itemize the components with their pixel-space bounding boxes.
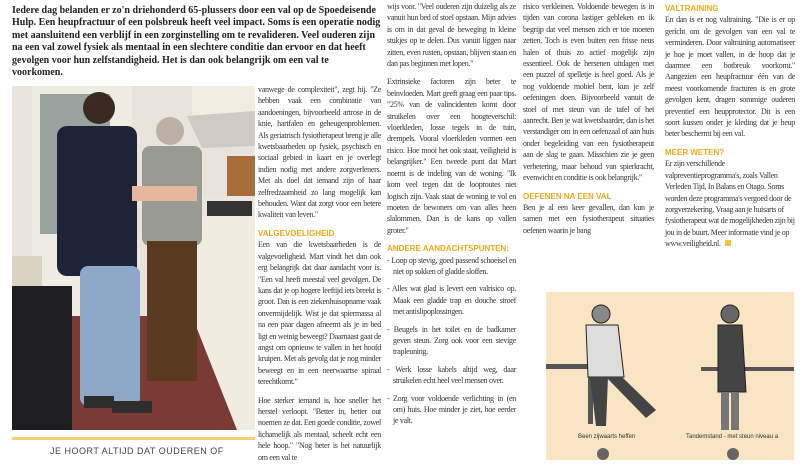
section-heading: OEFENEN NA EEN VAL [523, 191, 612, 201]
paragraph: vanwege de complexiteit", zegt hij. "Ze hebben vaak een combinatie van aandoeningen, bijvoorbeeld artrose in de knie, hartfalen en geheugenproblemen. Als geriatrisch fysiotherapeut breng je alle kwetsbaarheden op fysiek, psychisch en sociaal gebied in kaart en je overlegt indien nodig met andere zorgverleners. Met als doel dat iemand zijn of haar zelfredzaamheid zo lang mogelijk kan behouden. Want dat zorgt voor een betere kwaliteit van leven." [258, 85, 381, 220]
paragraph: risico verkleinen. Voldoende bewegen is in tijden van corona lastiger gebleken en ik begrijp dat veel mensen zich er toe moeten zetten. Toch is even buiten een frisse neus halen of thuis zo actief mogelijk zijn essentieel. Ook de hersenen uitdagen met een puzzel of spelletje is heel goed. Als je nog voldoende mobiel bent, kun je zelf oefeningen doen. Bijvoorbeeld vanuit de stoel of met steun van de tafel of het aanrecht. Ben je wat kwetsbaarder, dan is het verstandiger om in een oefenzaal of aan huis onder begeleiding van een fysiotherapeut aan de slag te gaan. Misschien zie je geen verbetering, maar behoud van spierkracht, evenwicht en conditie is ook belangrijk." [523, 2, 654, 183]
illustration-caption-left: Been zijwaarts heffen [578, 434, 636, 440]
paragraph: Er zijn verschillende valpreventieprogramma's, zoals Vallen Verleden Tijd, In Balans en Otago. Soms worden deze programma's vergoed door de zorgverzekering. Vraag aan je huisarts of fysiotherapeut wat de mogelijkheden zijn bij jou in de buurt. Meer informatie vind je op www.veiligheid.nl. [665, 159, 795, 249]
section-heading: VALGEVOELIGHEID [258, 228, 335, 238]
list-item: - Beugels in het toilet en de badkamer geven steun. Zorg ook voor een stevige trapleuning. [387, 324, 516, 357]
paragraph: wijs voor. "Veel ouderen zijn duizelig als ze vanuit hun bed of stoel opstaan. Mijn advies is om in dat geval de beweging in kleine stukjes op te delen. Dus vanuit liggen naar zitten, even rusten, opstaan, blijven staan en dan pas beginnen met lopen." [387, 2, 516, 69]
caption-divider [12, 437, 255, 440]
paragraph: Hoe sterker iemand is, hoe sneller het herstel verloopt. "Better in, better out noemen ze dat. Een goede conditie, zowel lichamelijk als mentaal, scheelt echt een hele hoop." "Nog beter is het natuurlijk om een val te [258, 395, 381, 462]
section-heading: ANDERE AANDACHTSPUNTEN: [387, 244, 509, 254]
article-column-1 [258, 84, 381, 470]
list-item: - Loop op stevig, goed passend schoeisel en niet op sokken of gladde sloffen. [387, 255, 516, 276]
list-item: - Alles wat glad is levert een valrisico op. Maak een gladde trap en douche stroef met antislipoplossingen. [387, 284, 516, 317]
illustration-caption-right: Tandemstand - met steun niveau a [686, 434, 779, 440]
intro-lead: Iedere dag belanden er zo'n driehonderd 65-plussers door een val op de Spoedeisende Hulp. Een heupfractuur of een polsbreuk heeft veel impact. Soms is een operatie nodig met aansluitend een verblijf in een zorginstelling om te revalideren. Veel ouderen zijn na een val zowel fysiek als mentaal in een slechtere conditie dan ervoor en dat heeft gevolgen voor hun zelfstandigheid. Het is dan ook belangrijk om een val te voorkomen. [12, 5, 381, 79]
article-column-4 [665, 3, 795, 257]
list-item: - Zorg voor voldoende verlichting in (en om) huis. Hoe minder je ziet, hoe eerder je valt. [387, 393, 516, 426]
section-heading: VALTRAINING [665, 4, 719, 13]
photo-caption: JE HOORT ALTIJD DAT OUDEREN OF [50, 446, 224, 456]
tips-list [387, 255, 516, 427]
end-mark-icon [725, 240, 731, 246]
exercise-illustration [546, 292, 794, 460]
article-column-3 [523, 1, 654, 243]
section-heading: MEER WETEN? [665, 147, 725, 157]
paragraph: En dan is er nog valtraining. "Die is er op gericht om de gevolgen van een val te verminderen. Door valtraining automatiseer je hoe je moet vallen, in de hoop dat je daarmee een botbreuk voorkomt." Aangezien een heupfractuur één van de meest voorkomende fracturen is en grote gevolgen kent, dragen sommige ouderen preventief een heupprotector. Dit is een soort kussen onder je kleding dat je heup beter beschermt bij een val. [665, 15, 795, 139]
paragraph: Extrinsieke factoren zijn beter te beïnvloeden. Mart geeft graag een paar tips. "25% van de valincidenten komt door struikelen over een hoogteverschil: vloerkleden, losse tegels in de tuin, drempels. Vooral vloerkleden vormen een risico. Hoe mooi het ook staat, veiligheid is belangrijker." Een tweede punt dat Mart noemt is de indeling van de woning. "Ik kom veel tegen dat de looproutes niet logisch zijn. Vaak staat de woning te vol en moeten de bewoners om van alles heen slalommen. Dan is de kans op vallen groter." [387, 77, 516, 235]
list-item: - Werk losse kabels altijd weg, daar struikelen echt heel veel mensen over. [387, 364, 516, 386]
paragraph: Een van die kwetsbaarheden is de valgevoeligheid. Mart vindt het dan ook erg belangrijk dat daar aandacht voor is. "Een val heeft meestal veel gevolgen. De kans dat je op hogere leeftijd iets breekt is groot. Dan is een ziekenhuisopname vaak onvermijdelijk. Wist je dat spiermassa al na een paar dagen afneemt als je in bed ligt en weinig beweegt? Daarnaast gaat de angst om opnieuw te vallen in het hoofd kruipen. Met als gevolg dat je nog minder beweegt en in een neerwaartse spiraal terechtkomt." [258, 240, 381, 387]
paragraph: Ben je al een keer gevallen, dan kun je samen met een fysiotherapeut situaties oefenen waarin je bang [523, 202, 654, 235]
article-photo [12, 86, 255, 430]
article-column-2 [387, 1, 516, 433]
